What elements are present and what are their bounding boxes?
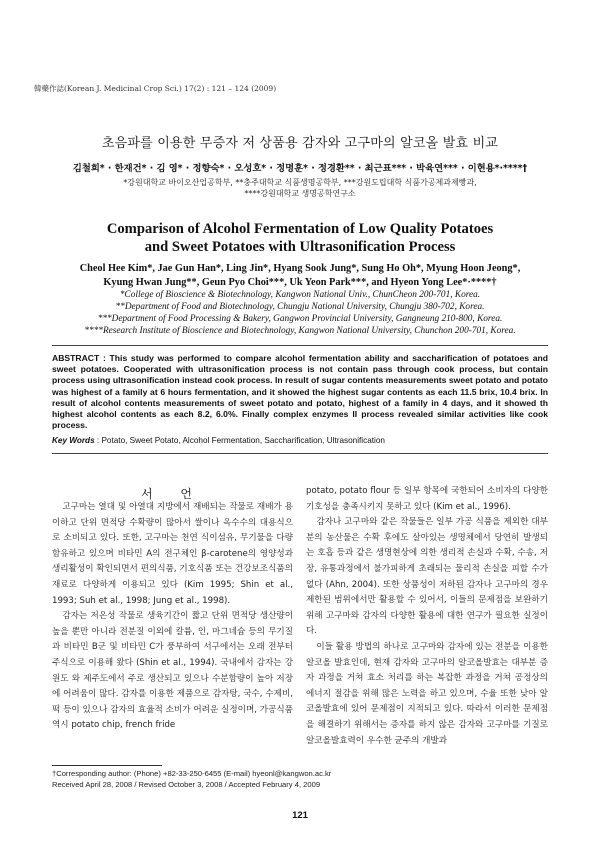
english-affiliation-3: ***Department of Food Processing & Bakery, Gangwon Provincial University, Gangneung 210-800, Korea. — [97, 314, 503, 324]
abstract: ABSTRACT : This study was performed to compare alcohol fermentation ability and saccharification of potatoes and sweet potatoes. Cooperated with ultrasonification process is not contain pass through cook process, but contain process using ultrasonification instead cook process. In result of sugar contents measurements sweet potato and potato was highest of a family at 6 hours fermentation, and it showed the highest sugar contents as each 11.5 brix, 10.4 brix. In result of alcohol contents measurements of sweet potato and potato, highest of a family in 4 days, and it showed th highest alcohol contents as each 8.2, 6.0%. Finally complex enzymes II process revealed similar activities like cook process. — [52, 353, 548, 431]
body-column-left — [52, 500, 293, 734]
korean-affiliation-line-1: *강원대학교 바이오산업공학부, **충주대학교 식품생명공학부, ***강원도립대학 식품가공제과제빵과, — [123, 178, 477, 187]
english-affiliations — [0, 289, 600, 337]
page-number: 121 — [292, 810, 308, 821]
corresponding-author-note: †Corresponding author: (Phone) +82-33-250-6455 (E-mail) hyeonl@kangwon.ac.kr — [52, 769, 332, 778]
journal-header: 韓藥作誌(Korean J. Medicinal Crop Sci.) 17(2) : 121 – 124 (2009) — [34, 84, 277, 93]
english-title-line-2: and Sweet Potatoes with Ultrasonification Process — [144, 239, 456, 255]
english-title — [0, 220, 600, 256]
footnote-rule — [52, 765, 162, 766]
korean-authors: 김철희* · 한재건* · 김 영* · 정향숙* · 오성호* · 정명훈* · 정경환** · 최근표*** · 박육연*** · 이현용*·****† — [72, 163, 528, 174]
received-dates-note: Received April 28, 2008 / Revised October 3, 2008 / Accepted February 4, 2009 — [52, 779, 321, 789]
english-affiliation-1: *College of Bioscience & Biotechnology, Kangwon National Univ., ChunCheon 200-701, Korea. — [119, 290, 481, 300]
paragraph: potato, potato flour 등 일부 항목에 국한되어 소비자의 다양한 기호성을 충족시키지 못하고 있다 (Kim et al., 1996). — [306, 486, 548, 512]
keywords-list: : Potato, Sweet Potato, Alcohol Fermentation, Saccharification, Ultrasonification — [94, 436, 385, 445]
abstract-bottom-rule — [52, 453, 548, 454]
english-affiliation-2: **Department of Food and Biotechnology, Chungju National University, Chungju 380-702, Korea. — [115, 302, 485, 312]
keywords — [52, 436, 548, 445]
section-heading-introduction: 서 언 — [141, 487, 204, 501]
english-authors-line-1: Cheol Hee Kim*, Jae Gun Han*, Ling Jin*, Hyang Sook Jung*, Sung Ho Oh*, Myung Hoon Jeong*, — [79, 263, 521, 274]
paragraph: 감자나 고구마와 같은 작물들은 일부 가공 식품을 제외한 대부분의 농산물은 수확 후에도 살아있는 생명체에서 당연히 발생되는 호흡 등과 같은 생명현상에 의한 생리적 손실과 수확, 수송, 저장, 유통과정에서 불가피하게 초래되는 물리적 손실을 피할 수가 없다 (Ahn, 2004). 또한 상품성이 저하된 감자나 고구마의 경우 제한된 범위에서만 활용할 수 있어서, 이들의 문제점을 보완하기 위해 고구마와 감자의 다양한 활용에 대한 연구가 필요한 실정이다. — [306, 517, 548, 637]
english-authors-line-2: Kyung Hwan Jung**, Geun Pyo Choi***, Uk Yeon Park***, and Hyeon Yong Lee*·****† — [103, 276, 497, 288]
paragraph: 이들 활용 방법의 하나로 고구마와 감자에 있는 전분을 이용한 알코올 발효인데, 현재 감자와 고구마의 알코올발효는 대부분 증자 과정을 거쳐 효소 처리를 하는 복잡한 과정을 거쳐 공정상의 에너지 절감을 위해 많은 노력을 하고 있으며, 수율 또한 낮아 알코올발효에 있어 문제점이 지적되고 있다. 따라서 이러한 문제점을 해결하기 위해서는 증자를 하지 않은 감자와 고구마를 기질로 알코올발효력이 우수한 균주의 개발과 — [306, 641, 548, 746]
paragraph: 고구마는 열대 및 아열대 지방에서 재배되는 작물로 재배가 용이하고 단위 면적당 수확량이 많아서 쌀이나 옥수수의 대용식으로 소비되고 있다. 또한, 고구마는 천연 식이섬유, 무기물을 다량 함유하고 있으며 비타민 A의 전구체인 β-carotene의 영양성과 생리활성이 확인되면서 편의식품, 기호식품 또는 건강보조식품의 재료로 다양하게 이용되고 있다 (Kim 1995; Shin et al., 1993; Suh et al., 1998; Jung et al., 1998). — [52, 502, 293, 606]
english-title-line-1: Comparison of Alcohol Fermentation of Low Quality Potatoes — [106, 221, 494, 237]
english-authors — [0, 262, 600, 289]
body-column-right — [306, 484, 548, 749]
paragraph: 감자는 저온성 작물로 생육기간이 짧고 단위 면적당 생산량이 높을 뿐만 아니라 전분질 이외에 칼륨, 인, 마그네슘 등의 무기질과 비타민 B군 및 비타민 C가 풍부하여 서구에서는 오래 전부터 주식으로 이용해 왔다 (Shin et al., 1994). 국내에서 감자는 강원도 와 제주도에서 주로 생산되고 있으나 수분함량이 높아 저장에 어려움이 많다. 감자를 이용한 제품으로 감자탕, 국수, 수제비, 떡 등이 있으나 감자의 효율적 소비가 어려운 실정이며, 가공식품 역시 potato chip, french fride — [52, 611, 293, 731]
keywords-label: Key Words — [52, 436, 95, 445]
abstract-top-rule — [52, 345, 548, 346]
footnote — [52, 769, 331, 790]
english-affiliation-4: ****Research Institute of Bioscience and Biotechnology, Kangwon National University, Chunchon 200-701, Korea. — [84, 326, 516, 336]
korean-title: 초음파를 이용한 무증자 저 상품용 감자와 고구마의 알코올 발효 비교 — [101, 136, 499, 151]
korean-affiliation-line-2: ****강원대학교 생명공학연구소 — [244, 189, 356, 198]
